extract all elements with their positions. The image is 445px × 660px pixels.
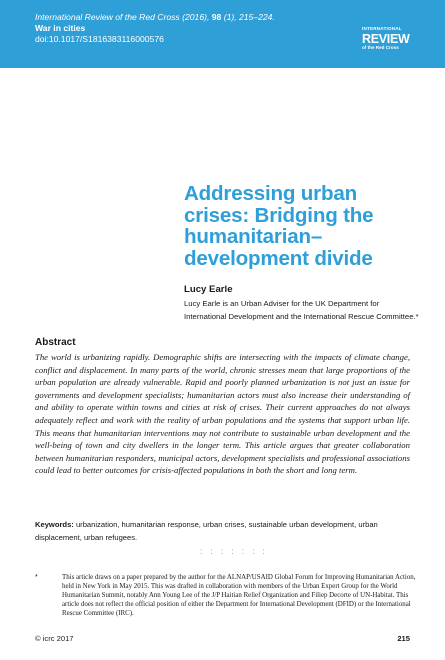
- journal-issue-pages: (1), 215–224.: [223, 12, 275, 22]
- journal-header-band: [0, 0, 445, 68]
- logo-top-text: INTERNATIONAL: [362, 26, 402, 31]
- journal-citation: [35, 12, 355, 46]
- journal-name: International Review of the Red Cross (2016),: [35, 12, 210, 22]
- copyright-notice: © icrc 2017: [35, 634, 74, 643]
- abstract-body: The world is urbanizing rapidly. Demographic shifts are intersecting with the impacts of climate change, conflict and displacement. In many parts of the world, chronic stresses mean that large proportions of the urban population are already vulnerable. Rapid and poorly planned urbanization is not just an issue for governments and development specialists; humanitarian actors must also increase their understanding of and ability to operate within towns and cities at risk of crises. Their current approaches do not always adequately reflect and work with the reality of urban populations and the systems that support urban life. This means that humanitarian interventions may not contribute to sustainable urban development and the well-being of town and city dwellers in the longer term. This article argues that greater collaboration between humanitarian responders, municipal actors, development specialists and professional associations could lead to better outcomes for crisis-affected populations in both the short and long term.: [35, 352, 410, 476]
- section-separator: : : : : : : :: [200, 547, 268, 556]
- author-affiliation: Lucy Earle is an Urban Adviser for the UK Department for International Development and the International Rescue Committee.*: [184, 299, 419, 321]
- journal-logo: [362, 27, 424, 51]
- abstract-heading: Abstract: [35, 337, 76, 348]
- logo-main-text: REVIEW: [362, 31, 410, 46]
- keywords-list: urbanization, humanitarian response, urban crises, sustainable urban development, urban displacement, urban refugees.: [35, 520, 378, 542]
- author-name: Lucy Earle: [184, 284, 233, 295]
- section-label: War in cities: [35, 23, 86, 34]
- footnote-marker: *: [35, 574, 38, 581]
- journal-volume: 98: [211, 12, 222, 22]
- footnote-text: This article draws on a paper prepared by the author for the ALNAP/USAID Global Forum for Improving Humanitarian Action, held in New York in May 2015. This was drafted in collaboration with members of the Urban Expert Group for the World Humanitarian Summit, notably Ann Young Lee of the J/P Haitian Relief Organization and Filiep Decorte of UN-Habitat. This article does not reflect the official position of either the Department for International Development (DFID) or the International Rescue Committee (IRC).: [62, 574, 416, 618]
- article-title: Addressing urban crises: Bridging the humanitarian–development divide: [184, 182, 374, 270]
- doi-link[interactable]: doi:10.1017/S1816383116000576: [35, 34, 164, 45]
- keywords-block: [35, 518, 410, 544]
- page-number: 215: [397, 634, 410, 643]
- logo-bottom-text: of the Red Cross: [362, 45, 399, 51]
- keywords-label: Keywords:: [35, 520, 74, 529]
